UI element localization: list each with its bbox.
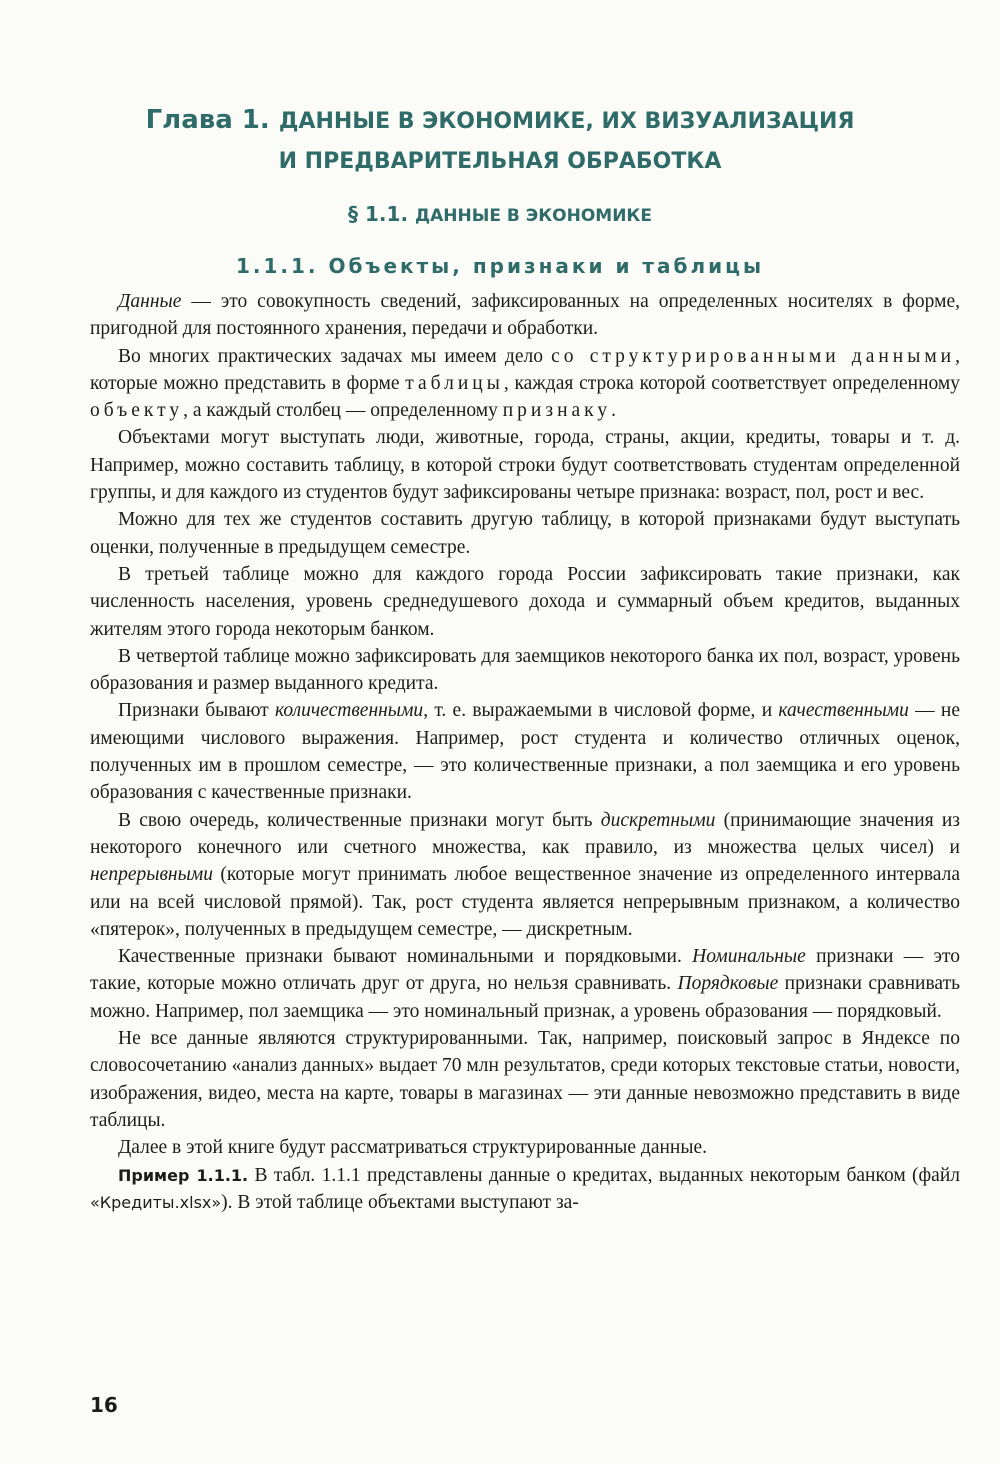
term-data: Данные [118, 291, 182, 312]
paragraph-3: Объектами могут выступать люди, животные, города, страны, акции, кредиты, товары и т. д. Например, можно составить таблицу, в которой строки будут соответствовать студентам определенной группы, и для каждого из студентов будут зафиксированы четыре признака: возраст, пол, рост и вес. [90, 427, 960, 504]
body-text [90, 288, 960, 1216]
emphasis-table: таблицы [405, 372, 504, 394]
section-title-text: ДАННЫЕ В ЭКОНОМИКЕ [415, 206, 652, 226]
emphasis-feature: признаку [502, 400, 612, 422]
emphasis-object: объекту [90, 400, 184, 422]
chapter-prefix: Глава 1. [145, 105, 279, 135]
paragraph-10: Не все данные являются структурированными. Так, например, поисковый запрос в Яндексе по словосочетанию «анализ данных» выдает 70 млн результатов, среди которых текстовые статьи, новости, изображения, видео, места на карте, товары в магазинах — эти данные невозможно представить в виде таблицы. [90, 1028, 960, 1131]
page-number: 16 [90, 1393, 118, 1417]
paragraph-2-text: , которые можно представить в форме [90, 345, 960, 394]
term-quantitative: количественными [274, 700, 424, 722]
example-label: Пример 1.1.1. [118, 1165, 249, 1185]
paragraph-12-text: ). В этой таблице объектами выступают за- [221, 1191, 579, 1213]
paragraph-5: В третьей таблице можно для каждого города России зафиксировать такие признаки, как численность населения, уровень среднедушевого дохода и суммарный объем кредитов, выданных жителям этого города некоторым банком. [90, 563, 960, 640]
paragraph-2-text: . [611, 400, 616, 422]
paragraph-4: Можно для тех же студентов составить другую таблицу, в которой признаками будут выступать оценки, полученные в предыдущем семестре. [90, 509, 960, 558]
term-qualitative: качественными [778, 700, 909, 722]
paragraph-9-text: признаки сравнивать можно. Например, пол заемщика — это номинальный признак, а уровень образования — порядковый. [90, 973, 961, 1022]
paragraph-1 [90, 288, 960, 343]
paragraph-8-text: (которые могут принимать любое вещественное значение из определенного интервала или на всей числовой прямой). Так, рост студента является непрерывным признаком, а количество «пятерок», полученных в предыдущем семестре, — дискретным. [90, 864, 960, 940]
paragraph-9-text: признаки — это такие, которые можно отличать друг от друга, но нельзя сравнивать. [90, 946, 960, 995]
paragraph-1-text: — это совокупность сведений, зафиксированных на определенных носителях в форме, пригодной для постоянного хранения, передачи и обработки. [90, 291, 960, 340]
paragraph-7-text: , т. е. выражаемыми в числовой форме, и [423, 700, 779, 722]
emphasis-structured-data: со структурированными данными [551, 345, 956, 367]
term-nominal: Номинальные [692, 946, 806, 968]
paragraph-12-text: В табл. 1.1.1 представлены данные о кредитах, выданных некоторым банком (файл [248, 1164, 960, 1186]
paragraph-2 [90, 343, 960, 425]
paragraph-7-text: Признаки бывают [118, 700, 275, 722]
paragraph-8-text: В свою очередь, количественные признаки могут быть [118, 809, 601, 831]
term-ordinal: Порядковые [677, 973, 779, 995]
chapter-title-line-2: И ПРЕДВАРИТЕЛЬНАЯ ОБРАБОТКА [278, 149, 722, 174]
paragraph-2-text: , каждая строка которой соответствует определенному [503, 372, 961, 394]
paragraph-8 [90, 807, 960, 943]
paragraph-12 [90, 1162, 960, 1217]
paragraph-7-text: — не имеющими числового выражения. Например, рост студента и количество отличных оценок, полученных им в прошлом семестре, — это количественные признаки, а пол заемщика и его уровень образования с качественные признаки. [90, 700, 960, 804]
paragraph-6: В четвертой таблице можно зафиксировать для заемщиков некоторого банка их пол, возраст, уровень образования и размер выданного кредита. [90, 645, 960, 695]
paragraph-2-text: Во многих практических задачах мы имеем дело [118, 345, 552, 367]
paragraph-9 [90, 943, 960, 1025]
paragraph-9-text: Качественные признаки бывают номинальными и порядковыми. [118, 946, 693, 968]
term-discrete: дискретными [600, 809, 716, 831]
file-name: «Кредиты.xlsx» [90, 1192, 222, 1212]
chapter-title [0, 100, 1000, 182]
term-continuous: непрерывными [90, 864, 213, 886]
paragraph-11: Далее в этой книге будут рассматриваться структурированные данные. [118, 1137, 707, 1159]
section-prefix: § 1.1. [348, 202, 415, 226]
section-title [0, 198, 1000, 232]
paragraph-7 [90, 697, 960, 806]
paragraph-2-text: , а каждый столбец — определенному [183, 400, 503, 422]
paragraph-8-text: (принимающие значения из некоторого конечного или счетного множества, как правило, из множества целых чисел) и [90, 809, 960, 858]
subsection-title: 1.1.1. Объекты, признаки и таблицы [235, 254, 765, 278]
chapter-title-line-1 [0, 100, 1000, 142]
chapter-title-text: ДАННЫЕ В ЭКОНОМИКЕ, ИХ ВИЗУАЛИЗАЦИЯ [278, 109, 855, 134]
